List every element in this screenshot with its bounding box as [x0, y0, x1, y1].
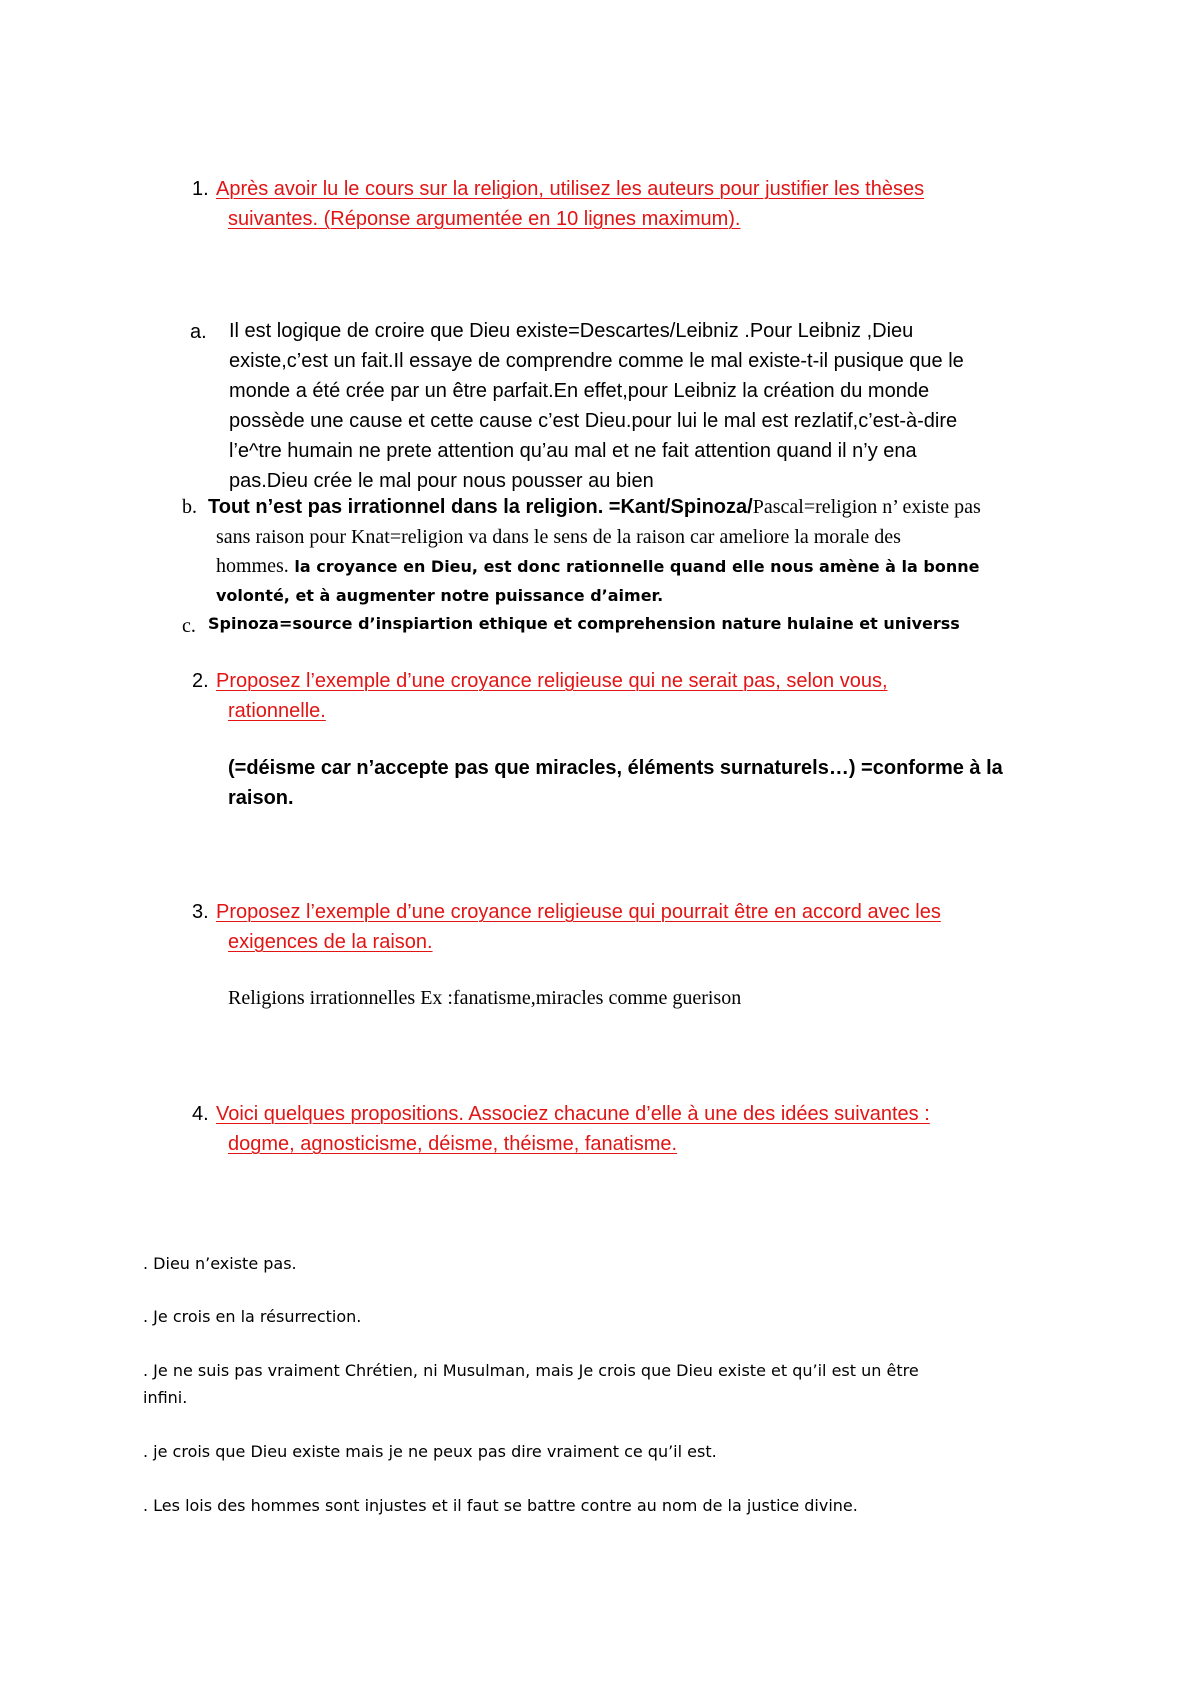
sub-answer-b-line-1-bold: Tout n’est pas irrationnel dans la religion. =Kant/Spinoza/	[208, 496, 753, 518]
question-2-line-1: Proposez l’exemple d’une croyance religieuse qui ne serait pas, selon vous,	[216, 670, 888, 692]
question-1-number: 1.	[192, 178, 209, 200]
sub-answer-a-line-3: monde a été crée par un être parfait.En effet,pour Leibniz la création du monde	[229, 380, 930, 402]
sub-answer-b-line-3-bold: la croyance en Dieu, est donc rationnelle quand elle nous amène à la bonne	[288, 557, 980, 576]
question-4-line-1: Voici quelques propositions. Associez chacune d’elle à une des idées suivantes :	[216, 1103, 930, 1125]
answer-2-line-2: raison.	[228, 787, 294, 809]
answer-3-text: Religions irrationnelles Ex :fanatisme,miracles comme guerison	[228, 987, 742, 1009]
question-4-number: 4.	[192, 1103, 209, 1125]
sub-answer-b-line-4: volonté, et à augmenter notre puissance d’aimer.	[216, 586, 664, 605]
question-2-line-2: rationnelle.	[228, 700, 326, 722]
sub-answer-b-marker: b.	[182, 496, 197, 518]
proposition-1: . Dieu n’existe pas.	[143, 1254, 297, 1273]
question-2-number: 2.	[192, 670, 209, 692]
sub-answer-a-line-2: existe,c’est un fait.Il essaye de comprendre comme le mal existe-t-il pusique que le	[229, 350, 964, 372]
sub-answer-b-line-1	[208, 496, 981, 519]
sub-answer-b-line-3	[216, 555, 979, 578]
sub-answer-a-line-1: Il est logique de croire que Dieu existe=Descartes/Leibniz .Pour Leibniz ,Dieu	[229, 320, 914, 342]
proposition-3-line-1: . Je ne suis pas vraiment Chrétien, ni Musulman, mais Je crois que Dieu existe et qu’il est un être	[143, 1361, 919, 1380]
question-3-line-1: Proposez l’exemple d’une croyance religieuse qui pourrait être en accord avec les	[216, 901, 941, 923]
sub-answer-a-line-5: l’e^tre humain ne prete attention qu’au mal et ne fait attention quand il n’y ena	[229, 440, 917, 462]
sub-answer-a-marker: a.	[190, 321, 207, 343]
sub-answer-c-text: Spinoza=source d’inspiartion ethique et comprehension nature hulaine et universs	[208, 614, 960, 633]
sub-answer-a-line-4: possède une cause et cette cause c’est Dieu.pour lui le mal est rezlatif,c’est-à-dire	[229, 410, 958, 432]
sub-answer-b-line-3-serif: hommes.	[216, 555, 289, 577]
question-3-number: 3.	[192, 901, 209, 923]
question-4-line-2: dogme, agnosticisme, déisme, théisme, fanatisme.	[228, 1133, 678, 1155]
sub-answer-b-line-2: sans raison pour Knat=religion va dans le sens de la raison car ameliore la morale des	[216, 526, 901, 548]
question-3-line-2: exigences de la raison.	[228, 931, 433, 953]
question-1-line-2: suivantes. (Réponse argumentée en 10 lignes maximum).	[228, 208, 741, 230]
proposition-5: . Les lois des hommes sont injustes et il faut se battre contre au nom de la justice divine.	[143, 1496, 858, 1515]
proposition-2: . Je crois en la résurrection.	[143, 1307, 362, 1326]
proposition-3-line-2: infini.	[143, 1388, 188, 1407]
sub-answer-a-line-6: pas.Dieu crée le mal pour nous pousser au bien	[229, 470, 654, 492]
proposition-4: . je crois que Dieu existe mais je ne peux pas dire vraiment ce qu’il est.	[143, 1442, 717, 1461]
sub-answer-a	[229, 316, 1129, 496]
answer-2-line-1: (=déisme car n’accepte pas que miracles, éléments surnaturels…) =conforme à la	[228, 757, 1003, 779]
sub-answer-c-marker: c.	[182, 615, 196, 637]
question-1-line-1: Après avoir lu le cours sur la religion, utilisez les auteurs pour justifier les thèses	[216, 178, 925, 200]
sub-answer-b-line-1-serif: Pascal=religion n’ existe pas	[752, 496, 981, 518]
